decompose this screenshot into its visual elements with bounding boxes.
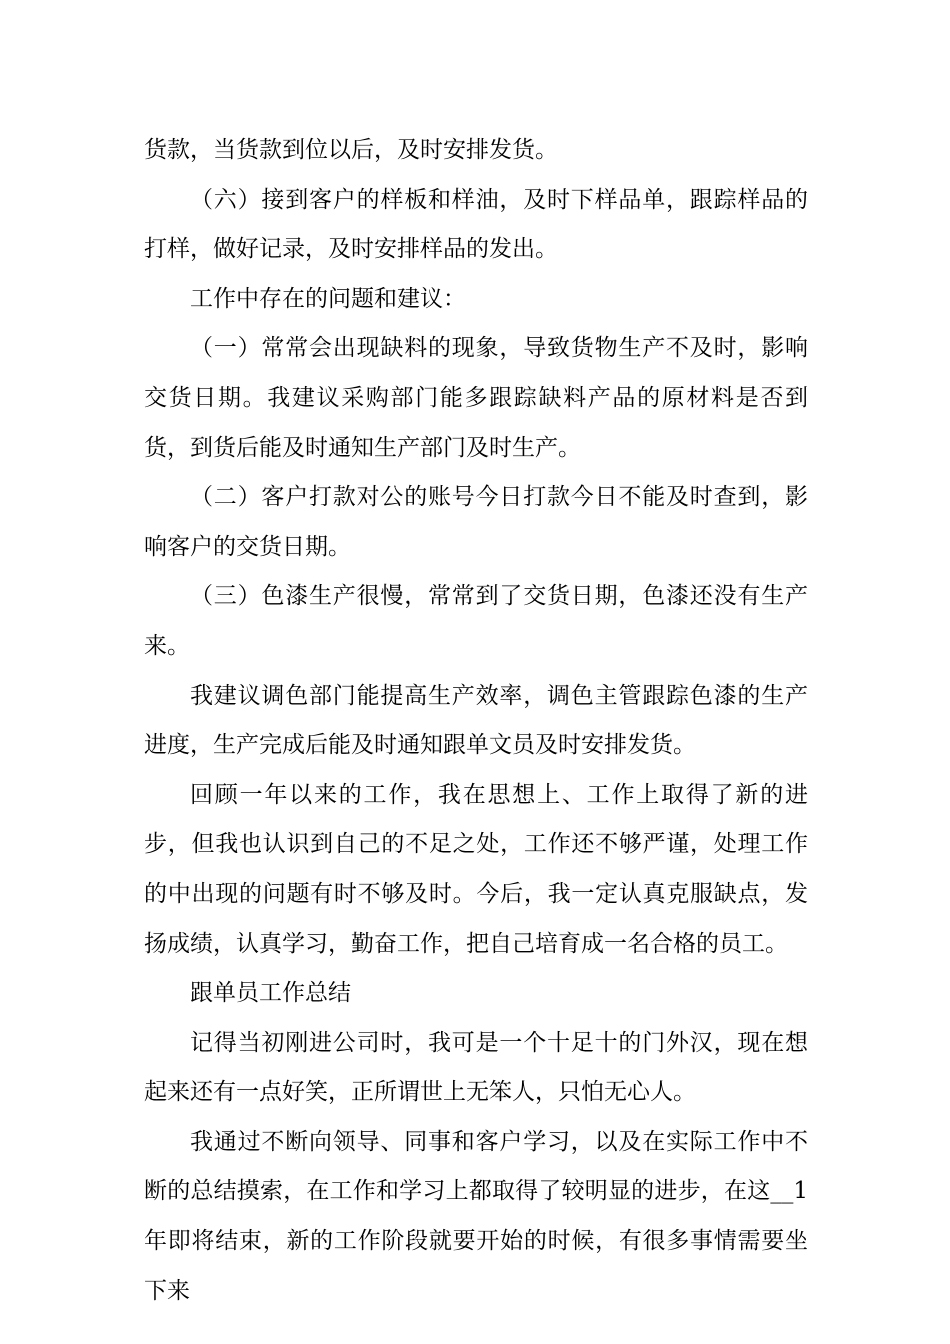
paragraph: 记得当初刚进公司时，我可是一个十足十的门外汉，现在想起来还有一点好笑，正所谓世上无笨人，只怕无心人。 [144,1029,808,1106]
paragraph: 工作中存在的问题和建议： [190,285,466,312]
paragraph: 我建议调色部门能提高生产效率，调色主管跟踪色漆的生产进度，生产完成后能及时通知跟单文员及时安排发货。 [144,682,808,759]
document-body [144,126,808,1316]
paragraph: 回顾一年以来的工作，我在思想上、工作上取得了新的进步，但我也认识到自己的不足之处，工作还不够严谨，处理工作的中出现的问题有时不够及时。今后，我一定认真克服缺点，发扬成绩，认真学习，勤奋工作，把自己培育成一名合格的员工。 [144,781,808,957]
paragraph: （一）常常会出现缺料的现象，导致货物生产不及时，影响交货日期。我建议采购部门能多跟踪缺料产品的原材料是否到货，到货后能及时通知生产部门及时生产。 [144,335,808,461]
paragraph: （六）接到客户的样板和样油，及时下样品单，跟踪样品的打样，做好记录，及时安排样品的发出。 [144,186,808,263]
section-heading: 跟单员工作总结 [190,980,351,1007]
paragraph: （二）客户打款对公的账号今日打款今日不能及时查到，影响客户的交货日期。 [144,484,808,560]
paragraph: 我通过不断向领导、同事和客户学习，以及在实际工作中不断的总结摸索，在工作和学习上都取得了较明显的进步，在这__1 年即将结束，新的工作阶段就要开始的时候，有很多事情需要坐下来 [144,1128,808,1304]
paragraph: （三）色漆生产很慢，常常到了交货日期，色漆还没有生产来。 [144,583,808,659]
paragraph: 货款，当货款到位以后，及时安排发货。 [144,137,558,163]
